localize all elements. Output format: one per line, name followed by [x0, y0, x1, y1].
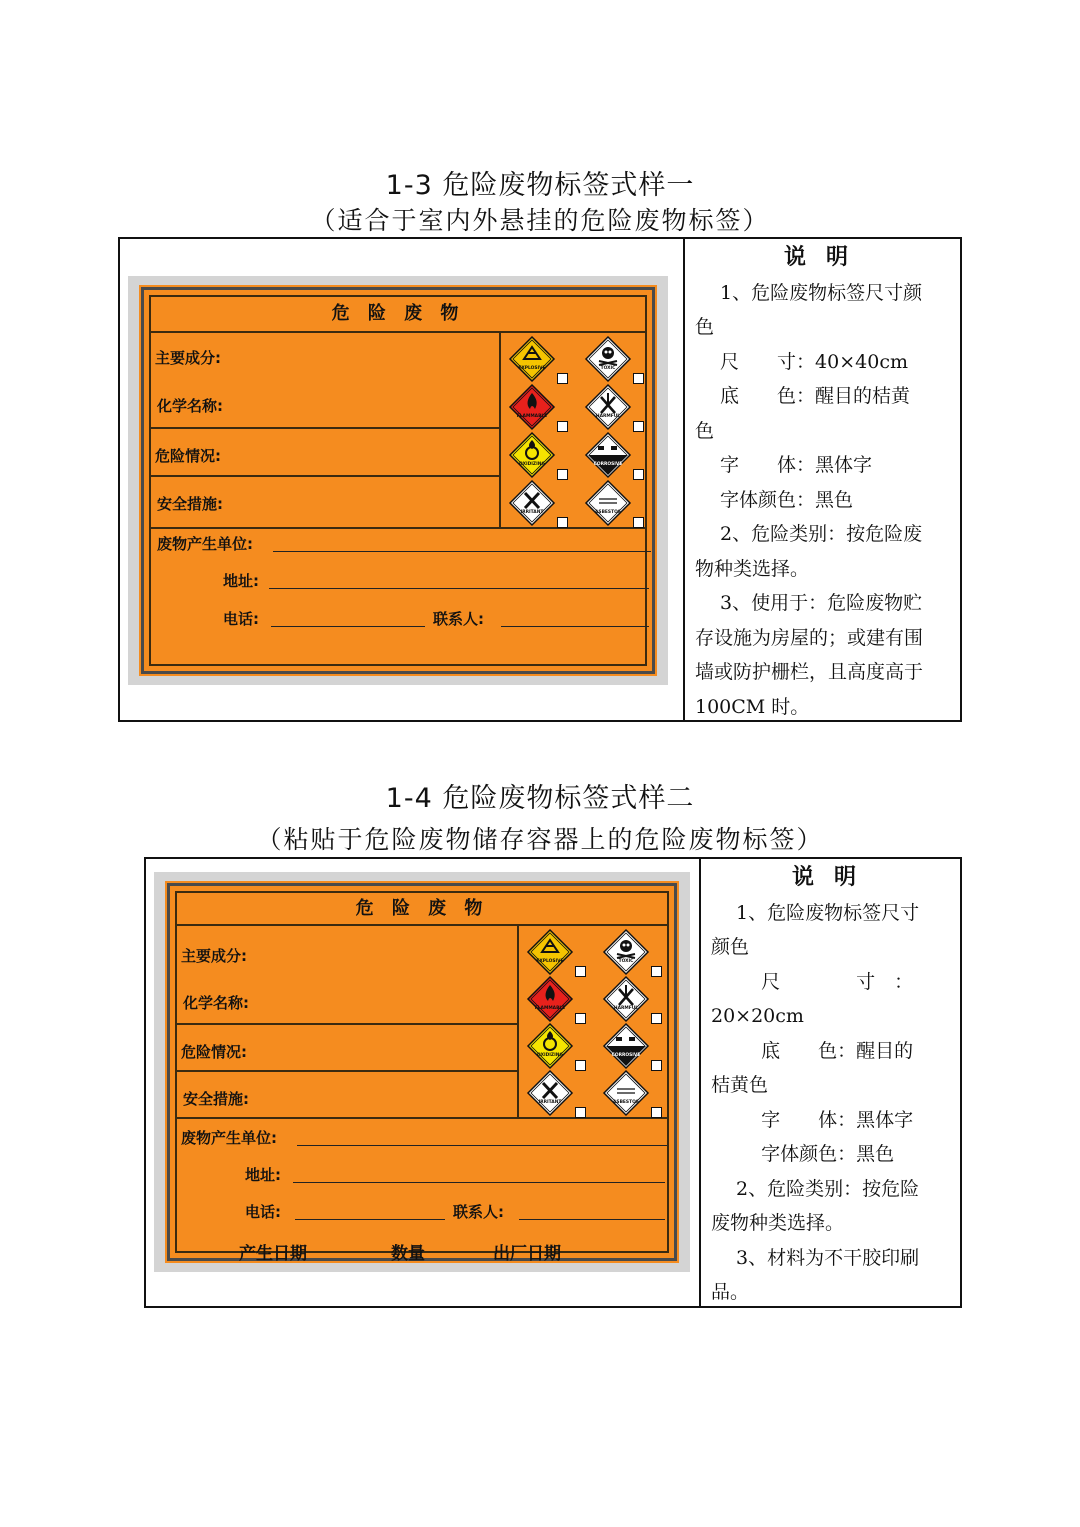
section2-title: 1-4 危险废物标签式样二	[385, 783, 695, 814]
field-safety: 安全措施:	[183, 1090, 249, 1108]
svg-text:OXIDIZING: OXIDIZING	[537, 1053, 563, 1058]
pictogram-grid	[503, 335, 653, 527]
category-checkbox[interactable]	[557, 469, 568, 480]
category-checkbox[interactable]	[557, 373, 568, 384]
bottom-exit-date: 出厂日期	[493, 1244, 561, 1264]
svg-text:IRRITANT: IRRITANT	[520, 510, 544, 515]
explosion-icon	[525, 928, 575, 976]
svg-text:HARMFUL: HARMFUL	[595, 414, 621, 419]
section1-description	[695, 241, 957, 724]
svg-text:HARMFUL: HARMFUL	[613, 1006, 639, 1011]
svg-text:CORROSIVE: CORROSIVE	[593, 462, 623, 467]
field-main-component: 主要成分:	[181, 947, 247, 965]
category-checkbox[interactable]	[575, 966, 586, 977]
description-line: 2、危险类别：按危险	[711, 1177, 920, 1200]
skull-icon	[601, 928, 651, 976]
field-safety: 安全措施:	[157, 495, 223, 513]
field-chemical-name: 化学名称:	[157, 397, 223, 415]
cross-icon	[525, 1069, 575, 1117]
skull-icon	[583, 335, 633, 383]
field-address: 地址:	[245, 1166, 281, 1184]
asbestos-icon	[601, 1069, 651, 1117]
description-line: 字 体：黑体字	[695, 454, 873, 476]
category-checkbox[interactable]	[557, 421, 568, 432]
description-line: 3、材料为不干胶印刷	[711, 1246, 920, 1269]
description-line: 底 色：醒目的	[711, 1039, 914, 1062]
description-line: 色	[695, 419, 715, 442]
field-address: 地址:	[223, 572, 259, 590]
field-hazard: 危险情况:	[181, 1043, 247, 1061]
bottom-quantity: 数量	[391, 1244, 425, 1264]
pictogram-grid	[521, 928, 671, 1118]
description-line: 品。	[711, 1281, 750, 1303]
section2-description	[711, 861, 957, 1310]
oxidizer-icon	[525, 1022, 575, 1070]
description-line: 20×20cm	[711, 1005, 804, 1027]
description-line: 2、危险类别：按危险废	[695, 523, 923, 545]
svg-text:FLAMMABLE: FLAMMABLE	[516, 414, 548, 419]
description-line: 100CM 时。	[695, 695, 810, 718]
flame-icon	[525, 975, 575, 1023]
field-chemical-name: 化学名称:	[183, 994, 249, 1012]
section1-title: 1-3 危险废物标签式样一	[385, 170, 695, 201]
category-checkbox[interactable]	[575, 1107, 586, 1118]
oxidizer-icon	[507, 431, 557, 479]
label-sample-1	[128, 276, 668, 685]
svg-text:CORROSIVE: CORROSIVE	[611, 1053, 641, 1058]
svg-text:TOXIC: TOXIC	[618, 959, 634, 964]
category-checkbox[interactable]	[633, 469, 644, 480]
field-producer: 废物产生单位:	[181, 1129, 277, 1147]
description-heading: 说明	[791, 865, 876, 890]
flame-icon	[507, 383, 557, 431]
description-line: 字体颜色：黑色	[711, 1143, 895, 1165]
corrosion-icon	[601, 1022, 651, 1070]
cross-icon	[507, 479, 557, 527]
svg-text:OXIDIZING: OXIDIZING	[519, 462, 545, 467]
field-phone: 电话:	[223, 610, 259, 628]
svg-text:EXPLOSIVE: EXPLOSIVE	[518, 366, 546, 371]
asbestos-icon	[583, 479, 633, 527]
field-phone: 电话:	[245, 1203, 281, 1221]
label-sample-2	[154, 872, 690, 1272]
section2-table	[144, 857, 962, 1308]
label-title: 危 险 废 物	[151, 297, 645, 333]
description-line: 1、危险废物标签尺寸颜	[695, 281, 923, 304]
svg-text:EXPLOSIVE: EXPLOSIVE	[536, 959, 564, 964]
field-contact: 联系人:	[453, 1203, 504, 1221]
explosion-icon	[507, 335, 557, 383]
category-checkbox[interactable]	[651, 1013, 662, 1024]
category-checkbox[interactable]	[651, 1107, 662, 1118]
description-line: 字体颜色：黑色	[695, 488, 854, 511]
description-line: 1、危险废物标签尺寸	[711, 901, 920, 924]
description-line: 3、使用于：危险废物贮	[695, 592, 923, 614]
harmful-icon	[583, 383, 633, 431]
svg-text:ASBESTOS: ASBESTOS	[595, 510, 621, 515]
description-line: 桔黄色	[711, 1074, 769, 1096]
section1-subtitle: （适合于室内外悬挂的危险废物标签）	[310, 206, 770, 235]
category-checkbox[interactable]	[633, 517, 644, 528]
section2-subtitle: （粘贴于危险废物储存容器上的危险废物标签）	[256, 825, 824, 854]
category-checkbox[interactable]	[651, 966, 662, 977]
label-title: 危 险 废 物	[177, 893, 667, 926]
section1-table	[118, 237, 962, 722]
corrosion-icon	[583, 431, 633, 479]
description-line: 底 色：醒目的桔黄	[695, 385, 911, 407]
category-checkbox[interactable]	[633, 421, 644, 432]
category-checkbox[interactable]	[633, 373, 644, 384]
description-line: 物种类选择。	[695, 557, 810, 580]
description-line: 废物种类选择。	[711, 1212, 845, 1234]
svg-text:ASBESTOS: ASBESTOS	[613, 1100, 639, 1105]
category-checkbox[interactable]	[575, 1013, 586, 1024]
description-line: 存设施为房屋的；或建有围	[695, 626, 924, 649]
description-line: 字 体：黑体字	[711, 1108, 914, 1131]
bottom-production-date: 产生日期	[239, 1244, 307, 1264]
field-producer: 废物产生单位:	[157, 535, 253, 553]
category-checkbox[interactable]	[575, 1060, 586, 1071]
description-line: 墙或防护栅栏，且高度高于	[695, 661, 924, 683]
field-contact: 联系人:	[433, 610, 484, 628]
description-line: 颜色	[711, 936, 750, 958]
field-main-component: 主要成分:	[155, 349, 221, 367]
category-checkbox[interactable]	[557, 517, 568, 528]
description-heading: 说明	[783, 245, 868, 270]
svg-text:FLAMMABLE: FLAMMABLE	[534, 1006, 566, 1011]
svg-text:IRRITANT: IRRITANT	[538, 1100, 562, 1105]
svg-text:TOXIC: TOXIC	[600, 366, 616, 371]
field-hazard: 危险情况:	[155, 447, 221, 465]
category-checkbox[interactable]	[651, 1060, 662, 1071]
description-line: 尺 寸：40×40cm	[695, 350, 908, 373]
description-line: 色	[695, 316, 715, 338]
description-line: 尺 寸 ：	[711, 970, 914, 993]
harmful-icon	[601, 975, 651, 1023]
